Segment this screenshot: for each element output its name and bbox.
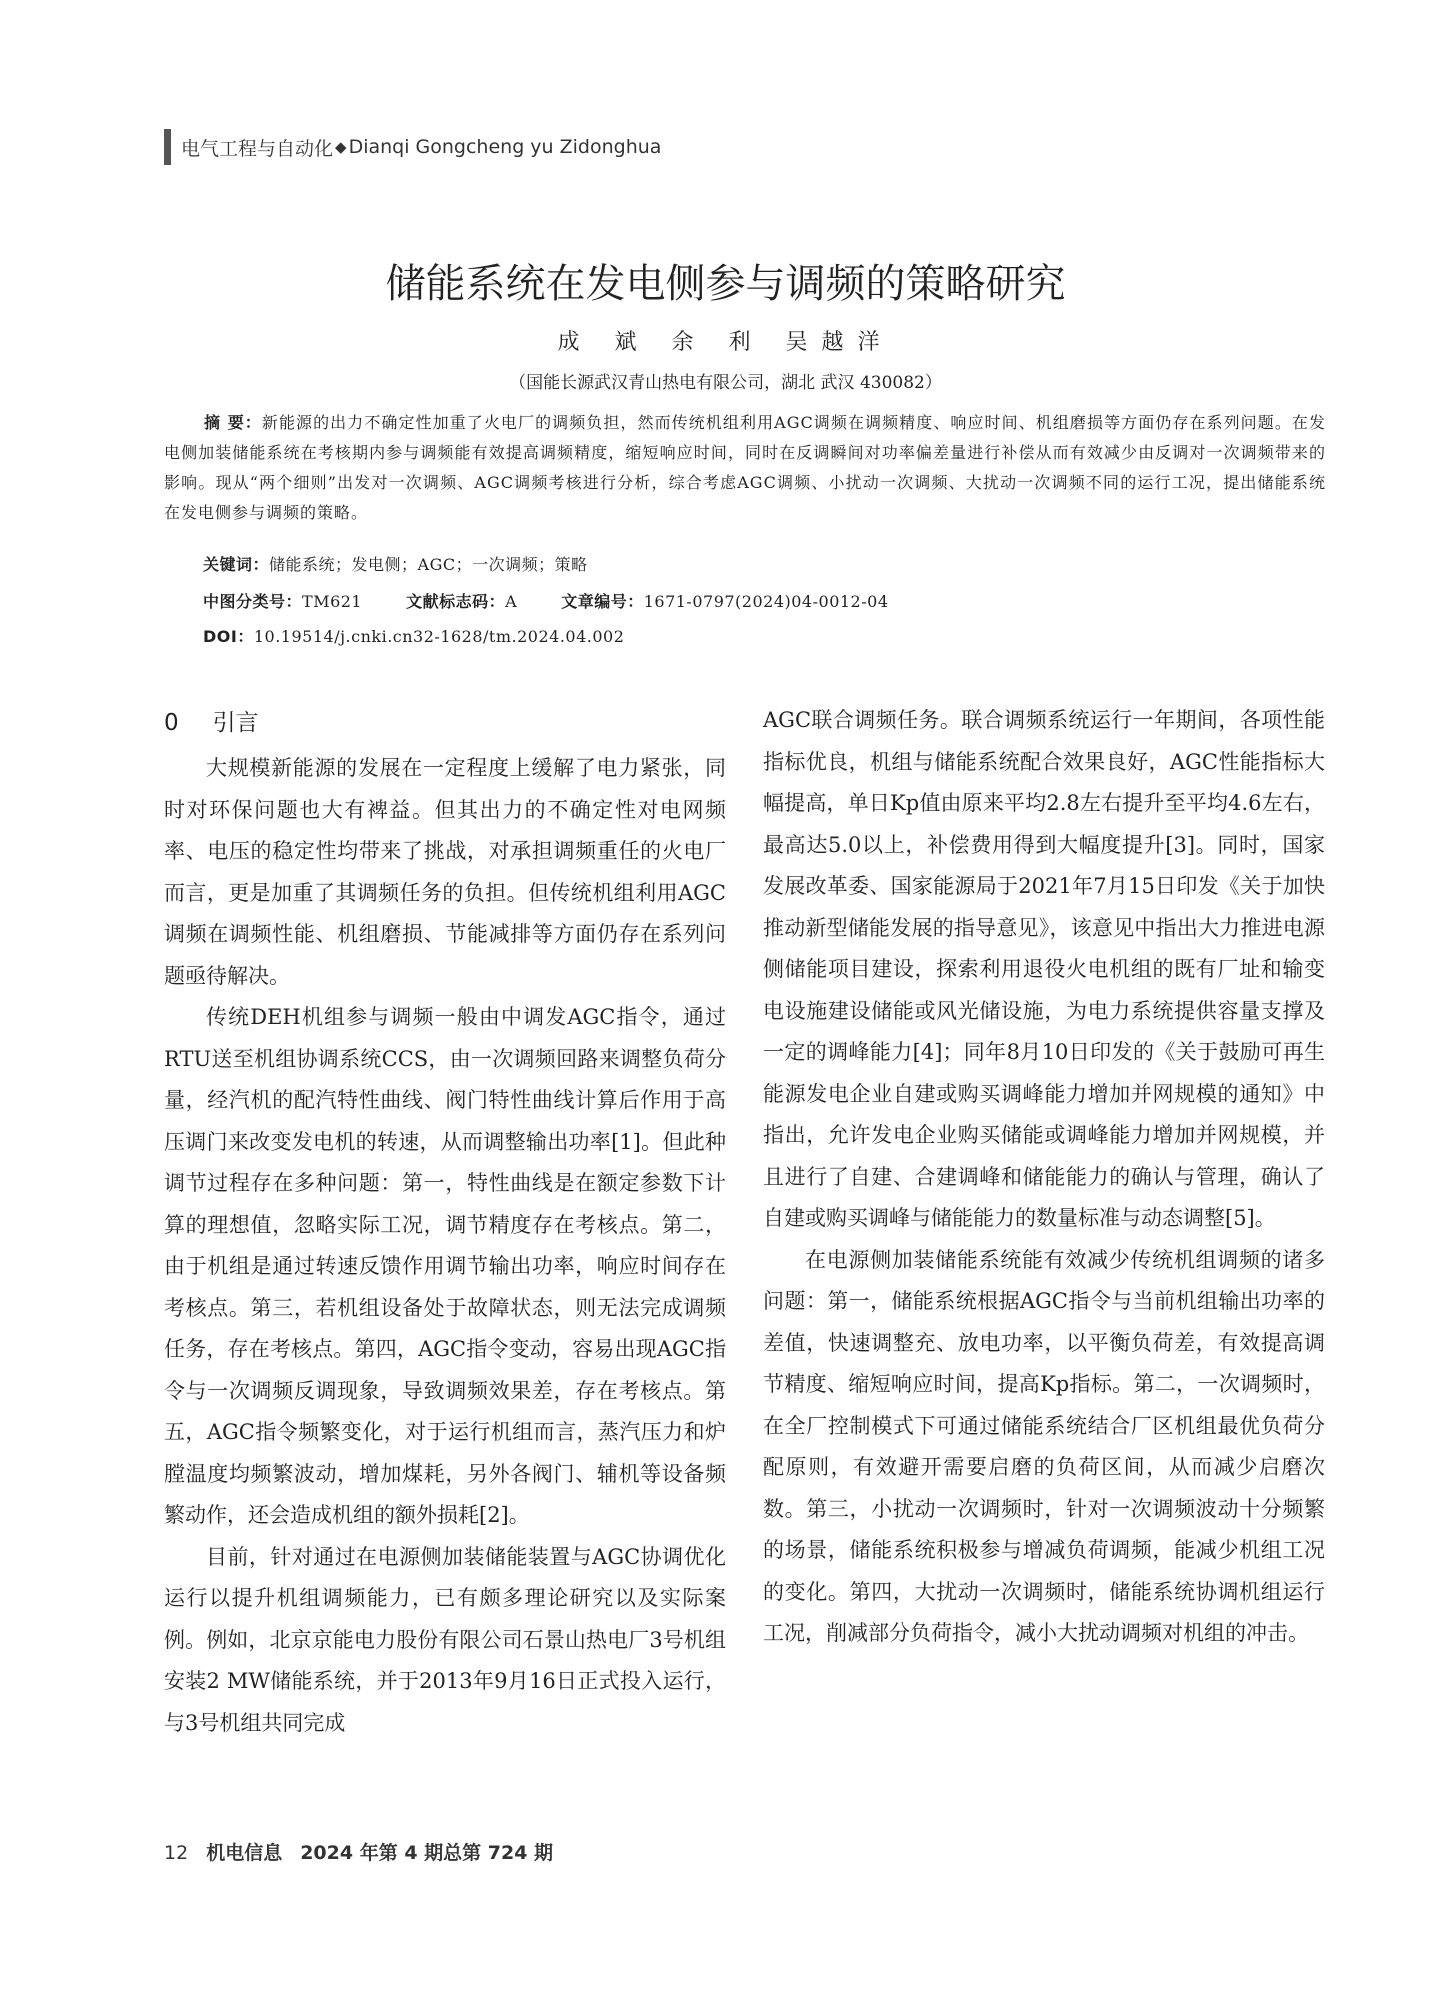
doi-line xyxy=(203,624,624,647)
header-bar xyxy=(164,129,171,165)
paragraph: 在电源侧加装储能系统能有效减少传统机组调频的诸多问题：第一，储能系统根据AGC指令与当前机组输出功率的差值，快速调整充、放电功率，以平衡负荷差，有效提高调节精度、缩短响应时间，提高Kp指标。第二，一次调频时，在全厂控制模式下可通过储能系统结合厂区机组最优负荷分配原则，有效避开需要启磨的负荷区间，从而减少启磨次数。第三，小扰动一次调频时，针对一次调频波动十分频繁的场景，储能系统积极参与增减负荷调频，能减少机组工况的变化。第四，大扰动一次调频时，储能系统协调机组运行工况，削减部分负荷指令，减小大扰动调频对机组的冲击。 xyxy=(763,1247,1325,1645)
doc-code-value: A xyxy=(505,592,518,611)
paper-affiliation: （国能长源武汉青山热电有限公司，湖北 武汉 430082） xyxy=(509,373,942,393)
keywords-label: 关键词： xyxy=(203,555,270,574)
running-header xyxy=(164,128,661,166)
journal-name-cn: 电气工程与自动化 xyxy=(181,137,334,160)
paper-authors: 成 斌 余 利 吴越洋 xyxy=(557,330,894,355)
keywords-line xyxy=(203,552,588,575)
paragraph: 目前，针对通过在电源侧加装储能装置与AGC协调优化运行以提升机组调频能力，已有颇多理论研究以及实际案例。例如，北京京能电力股份有限公司石景山热电厂3号机组安装2 MW储能系统，并于2013年9月16日正式投入运行，与3号机组共同完成 xyxy=(164,1544,726,1735)
section-number: 0 xyxy=(164,710,179,736)
section-title: 引言 xyxy=(212,710,259,736)
doi-value: 10.19514/j.cnki.cn32-1628/tm.2024.04.002 xyxy=(253,627,625,646)
abstract-label: 摘 要： xyxy=(204,413,262,432)
body-column-right xyxy=(763,700,1325,1655)
clc-value: TM621 xyxy=(302,592,363,611)
footer-issue: 2024 年第 4 期总第 724 期 xyxy=(300,1842,554,1864)
section-heading xyxy=(164,700,726,746)
paragraph: 传统DEH机组参与调频一般由中调发AGC指令，通过RTU送至机组协调系统CCS，由一次调频回路来调整负荷分量，经汽机的配汽特性曲线、阀门特性曲线计算后作用于高压调门来改变发电机的转速，从而调整输出功率[1]。但此种调节过程存在多种问题：第一，特性曲线是在额定参数下计算的理想值，忽略实际工况，调节精度存在考核点。第二，由于机组是通过转速反馈作用调节输出功率，响应时间存在考核点。第三，若机组设备处于故障状态，则无法完成调频任务，存在考核点。第四，AGC指令变动，容易出现AGC指令与一次调频反调现象，导致调频效果差，存在考核点。第五，AGC指令频繁变化，对于运行机组而言，蒸汽压力和炉膛温度均频繁波动，增加煤耗，另外各阀门、辅机等设备频繁动作，还会造成机组的额外损耗[2]。 xyxy=(164,1005,726,1527)
doc-code-label: 文献标志码： xyxy=(406,592,506,611)
article-no-label: 文章编号： xyxy=(561,592,644,611)
doi-label: DOI： xyxy=(203,627,254,646)
abstract-text: 新能源的出力不确定性加重了火电厂的调频负担，然而传统机组利用AGC调频在调频精度、响应时间、机组磨损等方面仍存在系列问题。在发电侧加装储能系统在考核期内参与调频能有效提高调频精度，缩短响应时间，同时在反调瞬间对功率偏差量进行补偿从而有效减少由反调对一次调频带来的影响。现从“两个细则”出发对一次调频、AGC调频考核进行分析，综合考虑AGC调频、小扰动一次调频、大扰动一次调频不同的运行工况，提出储能系统在发电侧参与调频的策略。 xyxy=(164,413,1326,522)
paragraph: AGC联合调频任务。联合调频系统运行一年期间，各项性能指标优良，机组与储能系统配合效果良好，AGC性能指标大幅提高，单日Kp值由原来平均2.8左右提升至平均4.6左右，最高达5.0以上，补偿费用得到大幅度提升[3]。同时，国家发展改革委、国家能源局于2021年7月15日印发《关于加快推动新型储能发展的指导意见》，该意见中指出大力推进电源侧储能项目建设，探索利用退役火电机组的既有厂址和输变电设施建设储能或风光储设施，为电力系统提供容量支撑及一定的调峰能力[4]；同年8月10日印发的《关于鼓励可再生能源发电企业自建或购买调峰能力增加并网规模的通知》中指出，允许发电企业购买储能或调峰能力增加并网规模，并且进行了自建、合建调峰和储能能力的确认与管理，确认了自建或购买调峰与储能能力的数量标准与动态调整[5]。 xyxy=(763,708,1325,1230)
clc-label: 中图分类号： xyxy=(203,592,303,611)
footer-journal: 机电信息 xyxy=(206,1842,283,1864)
keywords-value: 储能系统；发电侧；AGC；一次调频；策略 xyxy=(269,555,588,574)
page-number: 12 xyxy=(164,1842,189,1864)
abstract xyxy=(164,408,1326,528)
classification-line xyxy=(203,589,889,612)
article-no-value: 1671-0797(2024)04-0012-04 xyxy=(643,592,889,611)
body-column-left xyxy=(164,700,726,1744)
page-footer xyxy=(164,1838,553,1865)
paragraph: 大规模新能源的发展在一定程度上缓解了电力紧张，同时对环保问题也大有裨益。但其出力的不确定性对电网频率、电压的稳定性均带来了挑战，对承担调频重任的火电厂而言，更是加重了其调频任务的负担。但传统机组利用AGC调频在调频性能、机组磨损、节能减排等方面仍存在系列问题亟待解决。 xyxy=(164,756,726,988)
diamond-icon: ◆ xyxy=(335,138,347,156)
paper-title: 储能系统在发电侧参与调频的策略研究 xyxy=(385,261,1066,307)
journal-name-pinyin: Dianqi Gongcheng yu Zidonghua xyxy=(348,136,662,158)
